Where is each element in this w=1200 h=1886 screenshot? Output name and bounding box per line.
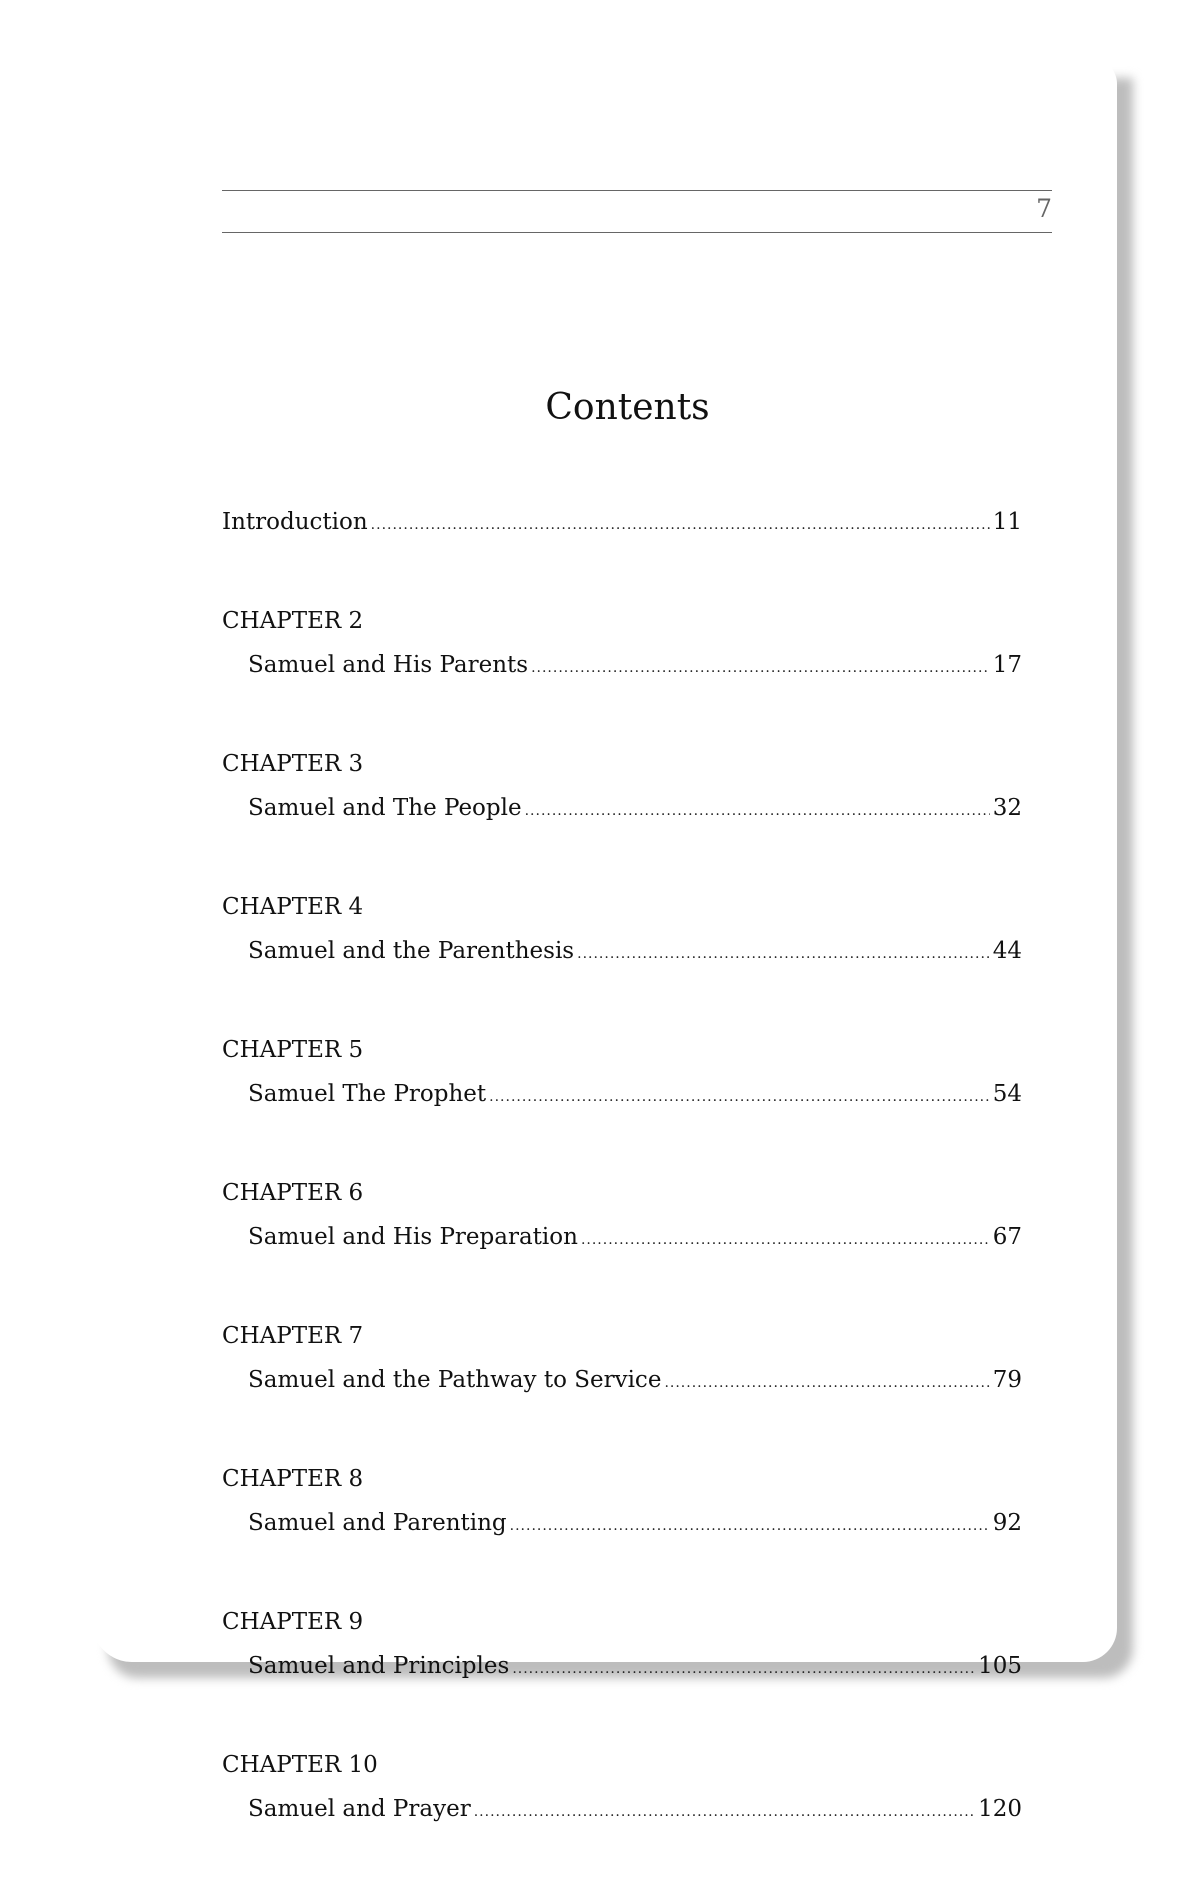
dot-leader — [531, 646, 990, 690]
table-of-contents — [222, 500, 1022, 1886]
dot-leader — [489, 1075, 990, 1119]
toc-entry-page: 54 — [992, 1081, 1022, 1107]
toc-entry-page: 17 — [992, 652, 1022, 678]
chapter-label: CHAPTER 9 — [222, 1609, 364, 1635]
toc-entry-introduction[interactable] — [222, 500, 1022, 544]
dot-leader — [512, 1647, 975, 1691]
toc-entry-title: Introduction — [222, 509, 368, 535]
toc-entry[interactable] — [222, 786, 1022, 830]
toc-entry-title: Samuel and the Parenthesis — [248, 938, 575, 964]
toc-entry-page: 32 — [992, 795, 1022, 821]
toc-entry-title: Samuel and The People — [248, 795, 522, 821]
toc-entry-title: Samuel and His Preparation — [248, 1224, 578, 1250]
toc-entry-page: 120 — [978, 1796, 1022, 1822]
toc-entry-page: 92 — [992, 1510, 1022, 1536]
toc-entry-title: Samuel and Prayer — [248, 1796, 471, 1822]
toc-entry[interactable] — [222, 1215, 1022, 1259]
header-rule-bottom — [222, 232, 1052, 233]
toc-entry[interactable] — [222, 1644, 1022, 1688]
toc-entry-page: 79 — [992, 1367, 1022, 1393]
dot-leader — [664, 1361, 989, 1405]
toc-entry[interactable] — [222, 1501, 1022, 1545]
toc-entry-title: Samuel The Prophet — [248, 1081, 487, 1107]
toc-entry-page: 44 — [992, 938, 1022, 964]
chapter-label: CHAPTER 2 — [222, 608, 364, 634]
dot-leader — [525, 789, 990, 833]
chapter-label: CHAPTER 3 — [222, 751, 364, 777]
header-rule-top — [222, 190, 1052, 191]
chapter-label: CHAPTER 4 — [222, 894, 364, 920]
dot-leader — [371, 503, 990, 547]
toc-entry[interactable] — [222, 929, 1022, 973]
toc-entry[interactable] — [222, 643, 1022, 687]
dot-leader — [474, 1790, 975, 1834]
chapter-label: CHAPTER 10 — [222, 1752, 378, 1778]
toc-entry[interactable] — [222, 1358, 1022, 1402]
chapter-label: CHAPTER 8 — [222, 1466, 364, 1492]
toc-entry-page: 67 — [992, 1224, 1022, 1250]
dot-leader — [510, 1504, 990, 1548]
page-title: Contents — [545, 387, 710, 428]
dot-leader — [581, 1218, 990, 1262]
toc-entry-title: Samuel and the Pathway to Service — [248, 1367, 662, 1393]
chapter-label: CHAPTER 6 — [222, 1180, 364, 1206]
toc-entry-page: 105 — [978, 1653, 1022, 1679]
toc-entry-title: Samuel and Parenting — [248, 1510, 507, 1536]
chapter-label: CHAPTER 7 — [222, 1323, 364, 1349]
toc-entry-title: Samuel and Principles — [248, 1653, 510, 1679]
dot-leader — [577, 932, 990, 976]
toc-entry-title: Samuel and His Parents — [248, 652, 529, 678]
toc-entry-page: 11 — [992, 509, 1022, 535]
toc-entry[interactable] — [222, 1787, 1022, 1831]
chapter-label: CHAPTER 5 — [222, 1037, 364, 1063]
toc-entry[interactable] — [222, 1072, 1022, 1116]
page-number: 7 — [1036, 194, 1052, 223]
